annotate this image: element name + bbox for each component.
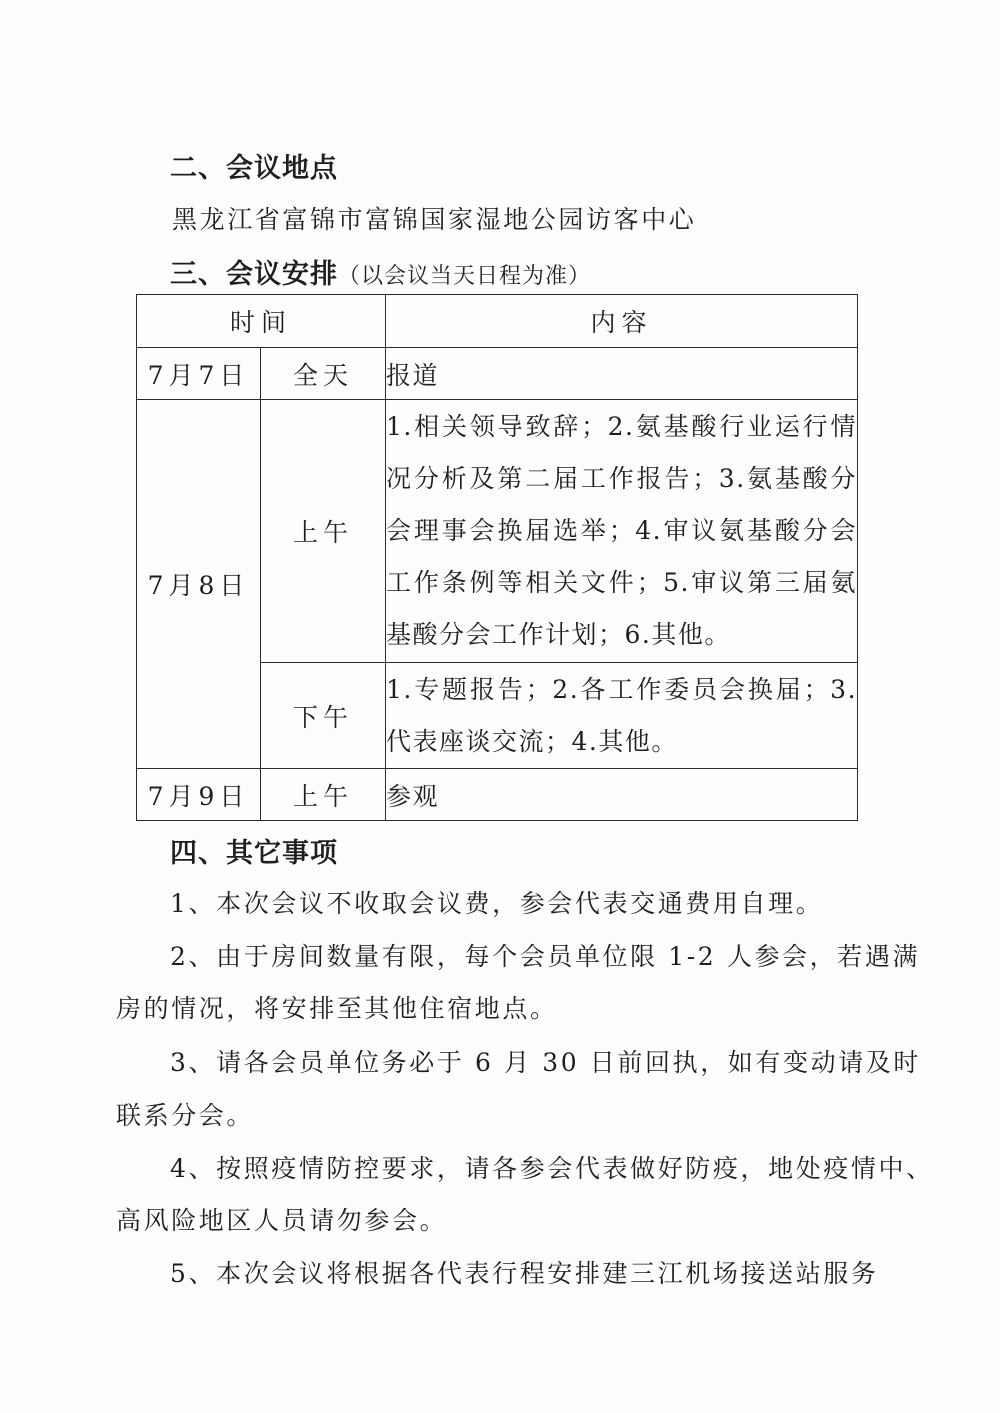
row2-am-content: 1.相关领导致辞；2.氨基酸行业运行情况分析及第二届工作报告；3.氨基酸分会理事会换届选举；4.审议氨基酸分会工作条例等相关文件；5.审议第三届氨基酸分会工作计划；6.其他。 [386,400,858,663]
row2-am-slot: 上午 [261,400,386,663]
item-2-line-1: 2、由于房间数量有限，每个会员单位限 1-2 人参会，若遇满 [170,942,921,971]
item-4-line-1: 4、按照疫情防控要求，请各参会代表做好防疫，地处疫情中、 [170,1154,934,1183]
header-time: 时间 [137,295,386,348]
section-3-note: （以会议当天日程为准） [338,264,592,289]
row2-pm-slot: 下午 [261,663,386,769]
row3-slot: 上午 [261,769,386,821]
table-row [137,769,858,821]
section-3-heading [170,252,591,291]
row2-date: 7月8日 [137,400,261,769]
header-content: 内容 [386,295,858,348]
row1-date: 7月7日 [137,348,261,400]
section-3-title: 三、会议安排 [170,259,338,290]
table-header-row [137,295,858,348]
section-2-heading: 二、会议地点 [170,153,338,184]
table-row [137,348,858,400]
item-2-line-2: 房的情况，将安排至其他住宿地点。 [116,994,558,1023]
row3-date: 7月9日 [137,769,261,821]
item-3-line-1: 3、请各会员单位务必于 6 月 30 日前回执，如有变动请及时 [170,1048,922,1077]
table-row [137,400,858,663]
meeting-location: 黑龙江省富锦市富锦国家湿地公园访客中心 [172,205,697,234]
schedule-table [136,294,858,821]
row2-pm-content: 1.专题报告；2.各工作委员会换届；3.代表座谈交流；4.其他。 [386,663,858,769]
item-5-line-1: 5、本次会议将根据各代表行程安排建三江机场接送站服务 [170,1259,879,1288]
item-4-line-2: 高风险地区人员请勿参会。 [116,1206,448,1235]
row1-content: 报道 [386,348,858,400]
row3-content: 参观 [386,769,858,821]
section-4-heading: 四、其它事项 [170,838,338,869]
item-1: 1、本次会议不收取会议费，参会代表交通费用自理。 [170,889,824,918]
item-3-line-2: 联系分会。 [116,1101,255,1130]
row1-slot: 全天 [261,348,386,400]
